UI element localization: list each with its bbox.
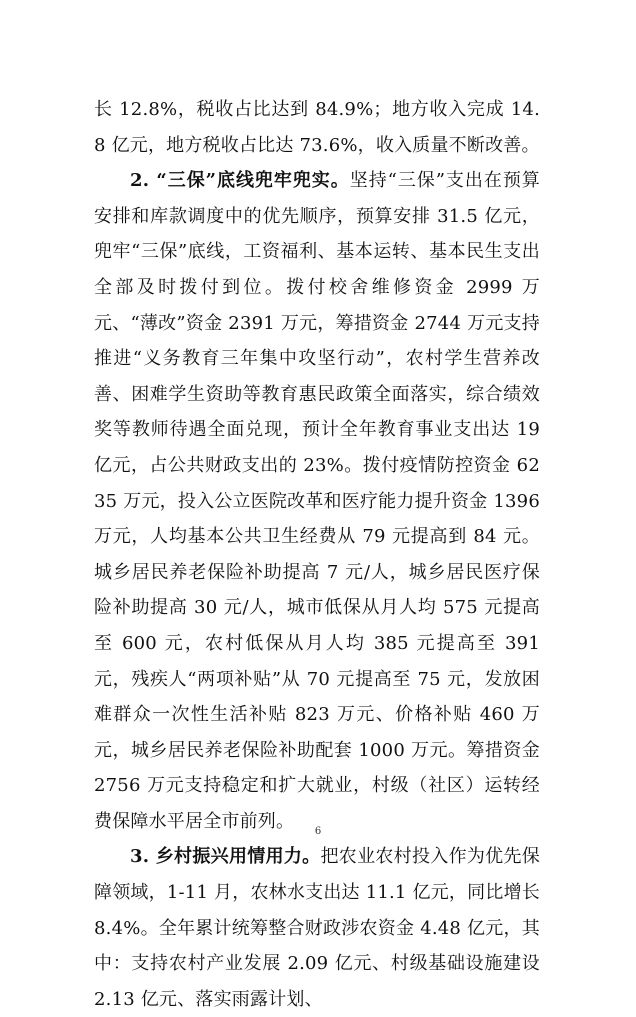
paragraph-text: 把农业农村投入作为优先保障领域，1-11 月，农林水支出达 11.1 亿元，同比增长 8.4%。全年累计统筹整合财政涉农资金 4.48 亿元，其中：支持农村产业发展 2.09 亿元、村级基础设施建设 2.13 亿元、落实雨露计划、 <box>94 846 540 1010</box>
document-body <box>94 92 540 1017</box>
paragraph-rural-revitalization <box>94 839 540 1017</box>
page-number: 6 <box>314 826 322 837</box>
section-heading-rural-revitalization: 3. 乡村振兴用情用力。 <box>130 846 321 868</box>
paragraph-text: 坚持“三保”支出在预算安排和库款调度中的优先顺序，预算安排 31.5 亿元，兜牢“三保”底线，工资福利、基本运转、基本民生支出全部及时拨付到位。拨付校舍维修资金 2999 万元、“薄改”资金 2391 万元，筹措资金 2744 万元支持推进“义务教育三年集中攻坚行动”，农村学生营养改善、困难学生资助等教育惠民政策全面落实，综合绩效奖等教师待遇全面兑现，预计全年教育事业支出达 19 亿元，占公共财政支出的 23%。拨付疫情防控资金 6235 万元，投入公立医院改革和医疗能力提升资金 1396 万元，人均基本公共卫生经费从 79 元提高到 84 元。城乡居民养老保险补助提高 7 元/人，城乡居民医疗保险补助提高 30 元/人，城市低保从月人均 575 元提高至 600 元，农村低保从月人均 385 元提高至 391 元，残疾人“两项补贴”从 70 元提高至 75 元，发放困难群众一次性生活补贴 823 万元、价格补贴 460 万元，城乡居民养老保险补助配套 1000 万元。筹措资金 2756 万元支持稳定和扩大就业，村级（社区）运转经费保障水平居全市前列。 <box>94 170 540 832</box>
paragraph-text: 长 12.8%，税收占比达到 84.9%；地方收入完成 14.8 亿元，地方税收占比达 73.6%，收入质量不断改善。 <box>94 99 540 156</box>
paragraph-three-guarantees <box>94 163 540 839</box>
paragraph-revenue-continued <box>94 92 540 163</box>
section-heading-three-guarantees: 2. “三保”底线兜牢兜实。 <box>130 170 350 192</box>
